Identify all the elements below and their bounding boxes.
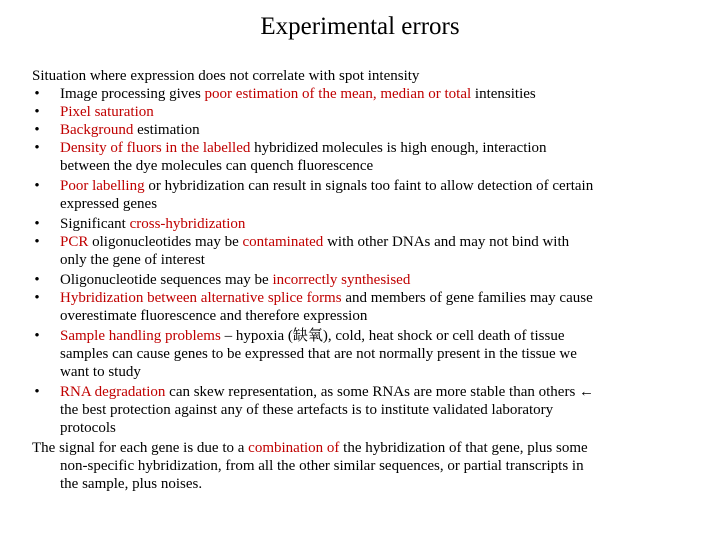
text-line [60, 121, 702, 139]
text-line [60, 289, 702, 307]
text-line [60, 383, 702, 401]
text-run: only the gene of interest [60, 252, 205, 268]
text-run: the best protection against any of these artefacts is to institute validated laboratory [60, 402, 554, 418]
text-line [60, 271, 702, 289]
bullet-item [32, 215, 702, 233]
highlighted-text: Hybridization between alternative splice forms [60, 290, 342, 306]
bullet-text [60, 289, 702, 325]
slide-body [32, 67, 702, 493]
text-run: Image processing gives [60, 86, 205, 102]
text-line [60, 345, 702, 363]
text-line [60, 85, 702, 103]
bullet-item [32, 139, 702, 175]
bullet-icon: • [34, 272, 40, 288]
bullet-text [60, 177, 702, 213]
highlighted-text: combination of [248, 440, 340, 456]
text-run: protocols [60, 420, 116, 436]
bullet-icon: • [34, 328, 40, 344]
bullet-text [60, 271, 702, 289]
bullet-text [60, 85, 702, 103]
text-run: the hybridization of that gene, plus some [339, 440, 588, 456]
text-run: and members of gene families may cause [341, 290, 593, 306]
bullet-text [60, 383, 702, 437]
highlighted-text: Sample handling problems [60, 328, 221, 344]
bullet-text [60, 327, 702, 381]
highlighted-text: Density of fluors in the labelled [60, 140, 251, 156]
text-run: intensities [471, 86, 536, 102]
closing-paragraph [32, 439, 702, 493]
text-line [32, 439, 702, 457]
text-line [60, 139, 702, 157]
text-line [60, 195, 702, 213]
text-run: non-specific hybridization, from all the other similar sequences, or partial transcripts in [60, 458, 584, 474]
text-line [32, 475, 702, 493]
text-line [60, 401, 702, 419]
bullet-item [32, 177, 702, 213]
bullet-item [32, 121, 702, 139]
text-run: ← [575, 384, 595, 400]
highlighted-text: poor estimation of the mean, median or total [204, 86, 472, 102]
text-run: oligonucleotides may be [88, 234, 243, 250]
text-line [60, 251, 702, 269]
bullet-item [32, 327, 702, 381]
bullet-list [32, 85, 702, 439]
bullet-text [60, 103, 702, 121]
text-run: between the dye molecules can quench fluorescence [60, 158, 374, 174]
text-line [60, 177, 702, 195]
bullet-icon: • [34, 122, 40, 138]
highlighted-text: Pixel saturation [60, 104, 154, 120]
highlighted-text: Poor labelling [60, 178, 145, 194]
bullet-item [32, 85, 702, 103]
intro-text: Situation where expression does not correlate with spot intensity [32, 68, 420, 84]
bullet-icon: • [34, 384, 40, 400]
bullet-icon: • [34, 178, 40, 194]
highlighted-text: incorrectly synthesised [272, 272, 411, 288]
text-line [60, 327, 702, 345]
text-run: Significant [60, 216, 130, 232]
text-run: Oligonucleotide sequences may be [60, 272, 273, 288]
bullet-text [60, 215, 702, 233]
highlighted-text: contaminated [242, 234, 324, 250]
text-line [60, 157, 702, 175]
text-run: estimation [133, 122, 200, 138]
bullet-icon: • [34, 86, 40, 102]
bullet-text [60, 121, 702, 139]
bullet-text [60, 233, 702, 269]
text-line [60, 233, 702, 251]
text-run: can skew representation, as some RNAs are more stable than others [165, 384, 576, 400]
highlighted-text: Background [60, 122, 134, 138]
text-line [60, 307, 702, 325]
bullet-item [32, 233, 702, 269]
text-line [60, 103, 702, 121]
text-line [60, 363, 702, 381]
bullet-icon: • [34, 140, 40, 156]
text-line [60, 215, 702, 233]
highlighted-text: RNA degradation [60, 384, 166, 400]
bullet-icon: • [34, 290, 40, 306]
text-run: samples can cause genes to be expressed that are not normally present in the tissue we [60, 346, 577, 362]
text-run: with other DNAs and may not bind with [323, 234, 570, 250]
bullet-icon: • [34, 234, 40, 250]
bullet-item [32, 289, 702, 325]
text-run: want to study [60, 364, 141, 380]
text-run: The signal for each gene is due to a [32, 440, 249, 456]
text-run: overestimate fluorescence and therefore expression [60, 308, 368, 324]
text-line [60, 419, 702, 437]
text-run: – hypoxia (缺氧), cold, heat shock or cell death of tissue [220, 328, 565, 344]
text-run: or hybridization can result in signals too faint to allow detection of certain [144, 178, 594, 194]
bullet-item [32, 383, 702, 437]
highlighted-text: cross-hybridization [129, 216, 246, 232]
slide-title: Experimental errors [260, 13, 460, 40]
bullet-text [60, 139, 702, 175]
text-run: the sample, plus noises. [60, 476, 203, 492]
bullet-item [32, 271, 702, 289]
text-run: expressed genes [60, 196, 158, 212]
text-run: hybridized molecules is high enough, interaction [250, 140, 547, 156]
bullet-icon: • [34, 104, 40, 120]
bullet-item [32, 103, 702, 121]
highlighted-text: PCR [60, 234, 89, 250]
bullet-icon: • [34, 216, 40, 232]
text-line [32, 457, 702, 475]
